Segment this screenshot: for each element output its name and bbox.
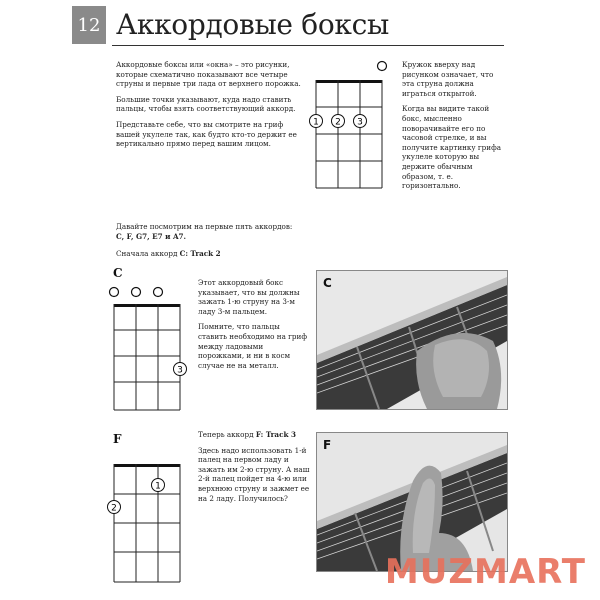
open-string-marker	[132, 288, 141, 297]
intro-right-paragraph-2: Когда вы видите такой бокс, мысленно поворачивайте его по часовой стрелке, и вы получите картинку грифа укулеле которую вы держите обычным образом, т. е. горизонтально.	[402, 104, 501, 191]
finger-dot-3	[354, 115, 367, 128]
nut	[316, 80, 382, 83]
finger-dot-1	[310, 115, 323, 128]
chord-list: C, F, G7, E7 и A7.	[116, 231, 187, 241]
intro-right-text	[402, 60, 506, 197]
page-title: Аккордовые боксы	[116, 8, 389, 41]
fretboard-grid	[114, 304, 180, 410]
chord-c-box	[104, 282, 196, 414]
finger-dot-2	[332, 115, 345, 128]
title-rule	[112, 45, 504, 46]
open-string-marker	[154, 288, 163, 297]
chord-f-paragraph: Здесь надо использовать 1-й палец на первом ладу и зажать им 2-ю струну. А наш 2-й палец пойдет на 4-ю или верхнюю струну и зажмет ее на 2 ладу. Получилось?	[198, 445, 310, 503]
chord-c-photo	[316, 270, 508, 410]
intro-paragraph-2: Большие точки указывают, куда надо ставить пальцы, чтобы взять соответствующий аккорд.	[116, 94, 296, 114]
svg-text:3: 3	[357, 117, 363, 128]
chord-f-prefix: Теперь аккорд	[198, 430, 256, 439]
lesson-lead-text: Давайте посмотрим на первые пять аккордов:	[116, 222, 293, 231]
open-string-marker	[110, 288, 119, 297]
page-number: 12	[72, 6, 106, 44]
first-chord-line	[116, 249, 416, 259]
svg-text:1: 1	[313, 117, 319, 128]
intro-paragraph-1: Аккордовые боксы или «окна» – это рисунки, которые схематично показывают все четыре струны и первые три лада от верхнего порожка.	[116, 60, 301, 89]
lesson-lead	[116, 222, 416, 259]
first-chord-track: C: Track 2	[179, 249, 221, 259]
intro-paragraph-3: Представьте себе, что вы смотрите на гриф вашей укулеле так, как будто кто-то держит ее вертикально прямо перед вашим лицом.	[116, 119, 297, 149]
chord-f-box	[104, 452, 196, 586]
chord-c-label: C	[113, 266, 123, 280]
svg-text:2: 2	[335, 117, 341, 128]
finger-dot-3	[174, 363, 187, 376]
chord-f-label: F	[113, 432, 122, 446]
finger-dot-2	[108, 501, 121, 514]
nut	[114, 304, 180, 307]
intro-text	[116, 60, 306, 155]
open-string-marker	[378, 62, 387, 71]
example-chord-box	[304, 56, 394, 192]
finger-dot-1	[152, 479, 165, 492]
fretboard-grid	[316, 80, 382, 188]
nut	[114, 464, 180, 467]
intro-right-paragraph-1: Кружок вверху над рисунком означает, что эта струна должна играться открытой.	[402, 60, 494, 98]
chord-c-paragraph-2: Помните, что пальцы ставить необходимо на гриф между ладовыми порожками, и ни в косм случае не на металл.	[198, 322, 307, 370]
svg-text:3: 3	[177, 365, 183, 376]
chord-f-text	[198, 430, 310, 509]
chord-f-photo	[316, 432, 508, 572]
photo-f-label: F	[323, 438, 332, 452]
chord-f-track: F: Track 3	[255, 430, 296, 439]
chord-f-line	[198, 430, 310, 440]
chord-c-text	[198, 278, 310, 376]
svg-text:2: 2	[111, 503, 117, 514]
first-chord-prefix: Сначала аккорд	[116, 249, 180, 259]
photo-c-label: C	[323, 276, 332, 290]
chord-c-paragraph-1: Этот аккордовый бокс указывает, что вы должны зажать 1-ю струну на 3-м ладу 3-м пальцем.	[198, 278, 300, 316]
svg-text:1: 1	[155, 481, 161, 492]
watermark-logo: MUZMART	[384, 552, 586, 592]
fretboard-grid	[114, 464, 180, 582]
